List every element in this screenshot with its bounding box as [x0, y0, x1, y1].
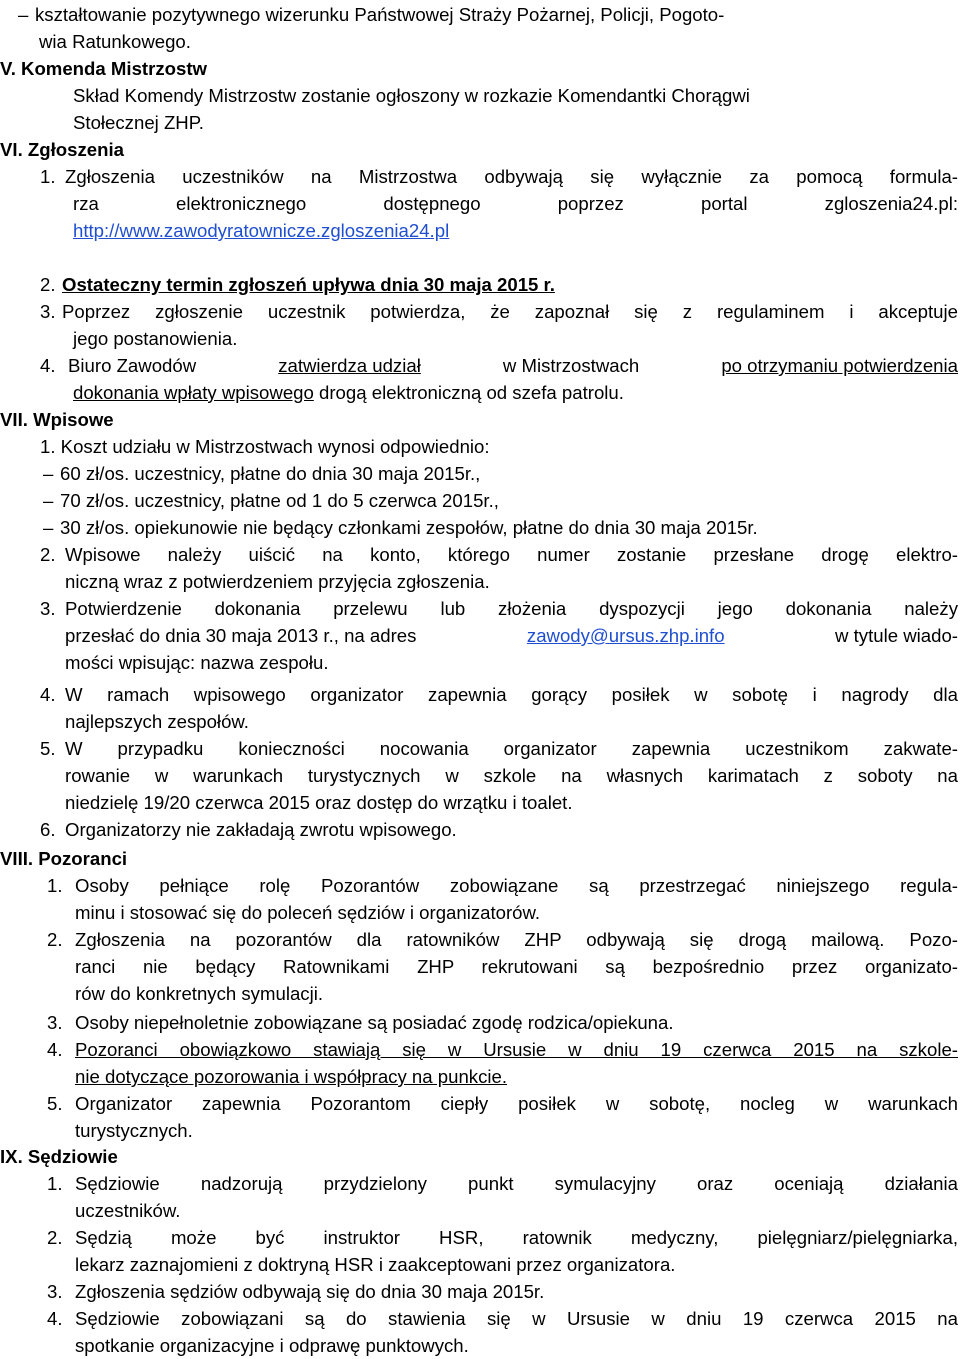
text-segment: w Mistrzostwach [502, 355, 640, 376]
item-number: 4. [47, 1039, 63, 1060]
text-line: Zgłoszenia uczestników na Mistrzostwa odbywają się wyłącznie za pomocą formula- [65, 166, 958, 187]
text-line: Wpisowe należy uiścić na konto, którego numer zostanie przesłane drogę elektro- [65, 544, 958, 565]
text-line: rów do konkretnych symulacji. [75, 983, 324, 1004]
text-line: Stołecznej ZHP. [73, 112, 204, 133]
item-number: 4. [40, 684, 56, 705]
item-number: 2. [40, 544, 56, 565]
text-segment: drogą elektroniczną od szefa patrolu. [313, 382, 624, 403]
text-line: spotkanie organizacyjne i odprawę punktowych. [75, 1335, 469, 1356]
text-line: rowanie w warunkach turystycznych w szkole na własnych karimatach z soboty na [65, 765, 958, 786]
item-number: 4. [47, 1308, 63, 1329]
text-line: minu i stosować się do poleceń sędziów i organizatorów. [75, 902, 541, 923]
text-line: Osoby niepełnoletnie zobowiązane są posiadać zgodę rodzica/opiekuna. [75, 1012, 674, 1033]
text-line: mości wpisując: nazwa zespołu. [65, 652, 329, 673]
text-line: Potwierdzenie dokonania przelewu lub złożenia dyspozycji jego dokonania należy [65, 598, 958, 619]
text-line: Osoby pełniące rolę Pozorantów zobowiązane są przestrzegać niniejszego regula- [75, 875, 958, 896]
bullet-text: kształtowanie pozytywnego wizerunku Państwowej Straży Pożarnej, Policji, Pogoto- [35, 4, 725, 25]
underlined-segment: dokonania wpłaty wpisowego [73, 382, 314, 403]
bullet-text: 60 zł/os. uczestnicy, płatne do dnia 30 maja 2015r., [60, 463, 481, 484]
item-number: 3. [40, 598, 56, 619]
text-segment: Biuro Zawodów [68, 355, 197, 376]
bullet-text: 70 zł/os. uczestnicy, płatne od 1 do 5 czerwca 2015r., [60, 490, 499, 511]
item-number: 4. [40, 355, 56, 376]
section-heading-vii: VII. Wpisowe [0, 409, 114, 430]
item-number: 1. [40, 166, 56, 187]
text-line: uczestników. [75, 1200, 181, 1221]
item-number: 1. [47, 875, 63, 896]
dash-bullet: – [18, 4, 29, 25]
text-line [68, 352, 958, 379]
text-line: Skład Komendy Mistrzostw zostanie ogłoszony w rozkazie Komendantki Chorągwi [73, 85, 750, 106]
text-line: jego postanowienia. [73, 328, 238, 349]
deadline-text: Ostateczny termin zgłoszeń upływa dnia 30 maja 2015 r. [62, 274, 555, 295]
registration-link-text[interactable]: http://www.zawodyratownicze.zgloszenia24.pl [73, 220, 450, 241]
section-heading-vi: VI. Zgłoszenia [0, 139, 124, 160]
text-segment: przesłać do dnia 30 maja 2013 r., na adres [65, 625, 417, 646]
underlined-segment: zatwierdza udział [278, 355, 421, 376]
text-line: Sędziowie zobowiązani są do stawienia się w Ursusie w dniu 19 czerwca 2015 na [75, 1308, 958, 1329]
dash-bullet: – [43, 490, 54, 511]
dash-bullet: – [43, 463, 54, 484]
bullet-line [18, 1, 958, 28]
dash-bullet: – [43, 517, 54, 538]
text-line: Sędziowie nadzorują przydzielony punkt symulacyjny oraz oceniają działania [75, 1173, 958, 1194]
section-heading-v: V. Komenda Mistrzostw [0, 58, 207, 79]
item-number: 2. [47, 929, 63, 950]
item-number: 2. [47, 1227, 63, 1248]
bullet-text: 30 zł/os. opiekunowie nie będący członkami zespołów, płatne do dnia 30 maja 2015r. [60, 517, 758, 538]
underlined-segment: po otrzymaniu potwierdzenia [721, 355, 958, 376]
text-line: Organizatorzy nie zakładają zwrotu wpisowego. [65, 819, 457, 840]
email-link[interactable]: zawody@ursus.zhp.info [526, 625, 725, 646]
text-line: Zgłoszenia na pozorantów dla ratowników ZHP odbywają się drogą mailową. Pozo- [75, 929, 958, 950]
text-line: Sędzią może być instruktor HSR, ratownik medyczny, pielęgniarz/pielęgniarka, [75, 1227, 958, 1248]
item-number: 5. [47, 1093, 63, 1114]
section-heading-viii: VIII. Pozoranci [0, 848, 128, 869]
text-line [65, 622, 958, 649]
underlined-line: nie dotyczące pozorowania i współpracy na punkcie. [75, 1066, 508, 1087]
item-number: 1. [47, 1173, 63, 1194]
text-line: wia Ratunkowego. [39, 31, 191, 52]
item-number: 3. [47, 1281, 63, 1302]
text-line: W ramach wpisowego organizator zapewnia gorący posiłek w sobotę i nagrody dla [65, 684, 958, 705]
text-line: rza elektronicznego dostępnego poprzez portal zgloszenia24.pl: [73, 193, 958, 214]
text-line: Poprzez zgłoszenie uczestnik potwierdza, że zapoznał się z regulaminem i akceptuje [62, 301, 958, 322]
section-heading-ix: IX. Sędziowie [0, 1146, 118, 1167]
text-line: niczną wraz z potwierdzeniem przyjęcia zgłoszenia. [65, 571, 490, 592]
item-number: 3. [47, 1012, 63, 1033]
item-number: 5. [40, 738, 56, 759]
item-number: 6. [40, 819, 56, 840]
text-line: Organizator zapewnia Pozorantom ciepły posiłek w sobotę, nocleg w warunkach [75, 1093, 958, 1114]
text-line: turystycznych. [75, 1120, 193, 1141]
text-line: W przypadku konieczności nocowania organizator zapewnia uczestnikom zakwate- [65, 738, 958, 759]
text-line: najlepszych zespołów. [65, 711, 249, 732]
text-line: ranci nie będący Ratownikami ZHP rekrutowani są bezpośrednio przez organizato- [75, 956, 958, 977]
text-line: niedzielę 19/20 czerwca 2015 oraz dostęp do wrzątku i toalet. [65, 792, 573, 813]
bullet-line [43, 487, 499, 514]
text-line: lekarz zaznajomieni z doktryną HSR i zaakceptowani przez organizatora. [75, 1254, 676, 1275]
text-line: Zgłoszenia sędziów odbywają się do dnia 30 maja 2015r. [75, 1281, 545, 1302]
registration-link[interactable] [73, 217, 449, 244]
text-segment: w tytule wiado- [835, 625, 958, 646]
bullet-line [43, 514, 758, 541]
text-line [73, 379, 624, 406]
item-number: 3. [40, 301, 56, 322]
item-number: 2. [40, 274, 56, 295]
bullet-line [43, 460, 480, 487]
text-line: 1. Koszt udziału w Mistrzostwach wynosi odpowiednio: [40, 436, 490, 457]
underlined-line: Pozoranci obowiązkowo stawiają się w Ursusie w dniu 19 czerwca 2015 na szkole- [75, 1039, 958, 1060]
